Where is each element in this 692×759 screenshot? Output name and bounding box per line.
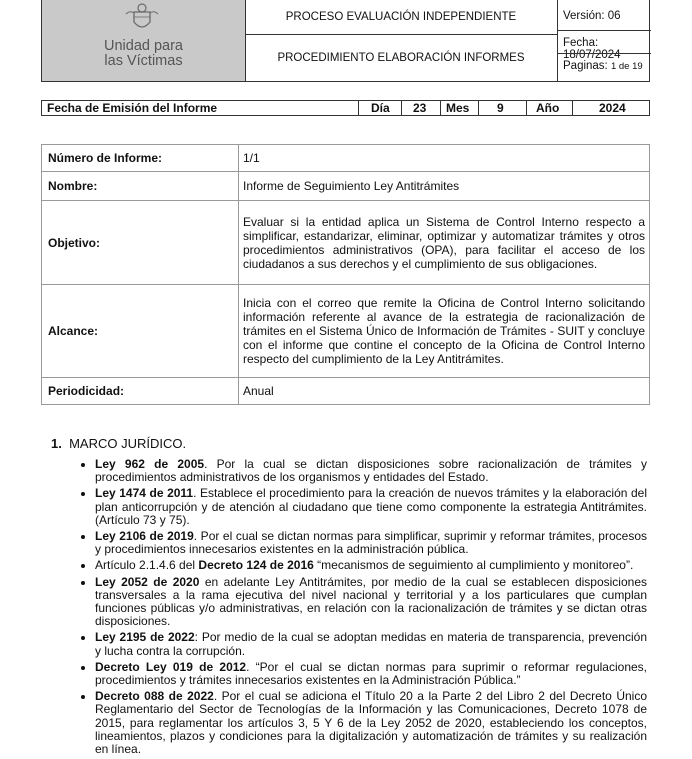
numero-value: 1/1 bbox=[239, 145, 650, 172]
pages-value: 1 de 19 bbox=[610, 61, 643, 72]
header-meta bbox=[558, 0, 651, 81]
divider bbox=[558, 30, 651, 31]
law-name: Ley 2195 de 2022 bbox=[95, 630, 195, 645]
year-value: 2024 bbox=[599, 101, 626, 115]
report-info-table bbox=[41, 144, 650, 405]
nombre-label: Nombre: bbox=[42, 172, 239, 201]
logo-cell bbox=[42, 0, 246, 81]
table-row bbox=[42, 285, 650, 378]
alcance-value: Inicia con el correo que remite la Oficina de Control Interno solicitando información referente al avance de la estrategia de racionalización de trámites en el Sistema Único de Información de Trámites - SUIT y concluye con el informe que contine el concepto de la Oficina de Control Interno respecto del cumplimiento de la Ley Antitrámites. bbox=[239, 285, 650, 378]
logo-text-line2: las Víctimas bbox=[104, 53, 183, 69]
section-number: 1. bbox=[51, 436, 62, 451]
list-item bbox=[95, 530, 647, 556]
table-row bbox=[42, 378, 650, 405]
divider bbox=[440, 101, 441, 115]
pages-label bbox=[563, 60, 643, 72]
table-row bbox=[42, 145, 650, 172]
law-name: Decreto 088 de 2022 bbox=[95, 689, 214, 704]
law-description: . “Por el cual se dictan normas para suprimir o reformar regulaciones, procedimientos y trámites innecesarios existentes en la Administración Pública.” bbox=[95, 659, 647, 688]
divider bbox=[526, 101, 527, 115]
month-value: 9 bbox=[497, 101, 504, 115]
table-row bbox=[42, 201, 650, 285]
law-description: . Establece el procedimiento para la creación de nuevos trámites y la elaboración del plan anticorrupción y de atención al ciudadano que tiene como componente la estrategia Antitrámites. (Artículo 73 y 75). bbox=[95, 486, 647, 527]
numero-label: Número de Informe: bbox=[42, 145, 239, 172]
list-item bbox=[95, 631, 647, 657]
document-header bbox=[41, 0, 650, 82]
divider bbox=[558, 53, 651, 54]
process-title: PROCESO EVALUACIÓN INDEPENDIENTE bbox=[245, 0, 557, 35]
divider bbox=[478, 101, 479, 115]
law-name: Decreto 124 de 2016 bbox=[198, 558, 314, 573]
law-prefix: Artículo 2.1.4.6 del bbox=[95, 558, 199, 573]
divider bbox=[572, 101, 573, 115]
date-label: Fecha: 18/07/2024 bbox=[563, 37, 621, 61]
day-label: Día bbox=[371, 101, 390, 115]
law-name: Ley 962 de 2005 bbox=[95, 457, 205, 471]
list-item bbox=[95, 559, 647, 572]
periodicidad-value: Anual bbox=[239, 378, 650, 405]
law-description: en adelante Ley Antitrámites, por medio de la cual se establecen disposiciones transversales a la rama ejecutiva del nivel nacional y territorial y a los particulares que cumplan funciones públicas y/o administrativas, en relación con la racionalización de trámites y se dictan otras disposiciones. bbox=[95, 574, 647, 629]
list-item bbox=[95, 661, 647, 687]
logo-text-line1: Unidad para bbox=[104, 38, 183, 54]
list-item bbox=[95, 487, 647, 527]
alcance-label: Alcance: bbox=[42, 285, 239, 378]
law-description: : Por medio de la cual se adoptan medidas en materia de transparencia, prevención y lucha contra la corrupción. bbox=[95, 630, 647, 658]
version-label: Versión: 06 bbox=[563, 10, 621, 22]
section-title: MARCO JURÍDICO. bbox=[69, 436, 187, 451]
periodicidad-label: Periodicidad: bbox=[42, 378, 239, 405]
law-description: . Por el cual se adiciona el Título 20 a la Parte 2 del Libro 2 del Decreto Único Reglamentario del Sector de Tecnologías de la Información y las Comunicaciones, Decreto 1078 de 2015, para reglamentar los artículos 3, 5 Y 6 de la Ley 2052 de 2020, estableciendo los conceptos, lineamientos, plazos y condiciones para la digitalización y automatización de trámites y su realización en línea. bbox=[95, 689, 648, 757]
divider bbox=[358, 101, 359, 115]
month-label: Mes bbox=[446, 101, 470, 115]
objetivo-label: Objetivo: bbox=[42, 201, 239, 285]
divider bbox=[401, 101, 402, 115]
list-item bbox=[95, 458, 647, 484]
coat-of-arms-icon bbox=[124, 2, 160, 34]
law-name: Ley 2052 de 2020 bbox=[95, 574, 200, 589]
law-description: . Por el cual se dictan normas para simplificar, suprimir y reformar trámites, procesos y procedimientos innecesarios existentes en la administración pública. bbox=[95, 529, 647, 557]
year-label: Año bbox=[536, 101, 560, 115]
law-description: “mecanismos de seguimiento al cumplimiento y monitoreo”. bbox=[313, 558, 634, 573]
emission-label: Fecha de Emisión del Informe bbox=[47, 101, 218, 115]
objetivo-value: Evaluar si la entidad aplica un Sistema de Control Interno respecto a simplificar, estandarizar, eliminar, optimizar y automatizar trámites y otros procedimientos administrativos (OPA), para facilitar el acceso de los ciudadanos a sus derechos y el cumplimiento de sus obligaciones. bbox=[239, 201, 650, 285]
table-row bbox=[42, 172, 650, 201]
emission-date-row bbox=[41, 100, 650, 116]
legal-framework-list bbox=[75, 458, 647, 759]
list-item bbox=[95, 576, 647, 629]
nombre-value: Informe de Seguimiento Ley Antitrámites bbox=[239, 172, 650, 201]
law-name: Decreto Ley 019 de 2012 bbox=[95, 659, 247, 674]
law-description: . Por la cual se dictan disposiciones sobre racionalización de trámites y procedimientos administrativos de los organismos y entidades del Estado. bbox=[95, 457, 647, 485]
section-heading bbox=[51, 436, 186, 451]
header-titles bbox=[245, 0, 558, 81]
list-item bbox=[95, 690, 647, 756]
procedure-title: PROCEDIMIENTO ELABORACIÓN INFORMES bbox=[277, 52, 525, 64]
pages-prefix: Paginas: bbox=[563, 60, 608, 72]
law-name: Ley 2106 de 2019 bbox=[95, 529, 194, 544]
law-name: Ley 1474 de 2011 bbox=[95, 486, 194, 501]
day-value: 23 bbox=[413, 101, 427, 115]
